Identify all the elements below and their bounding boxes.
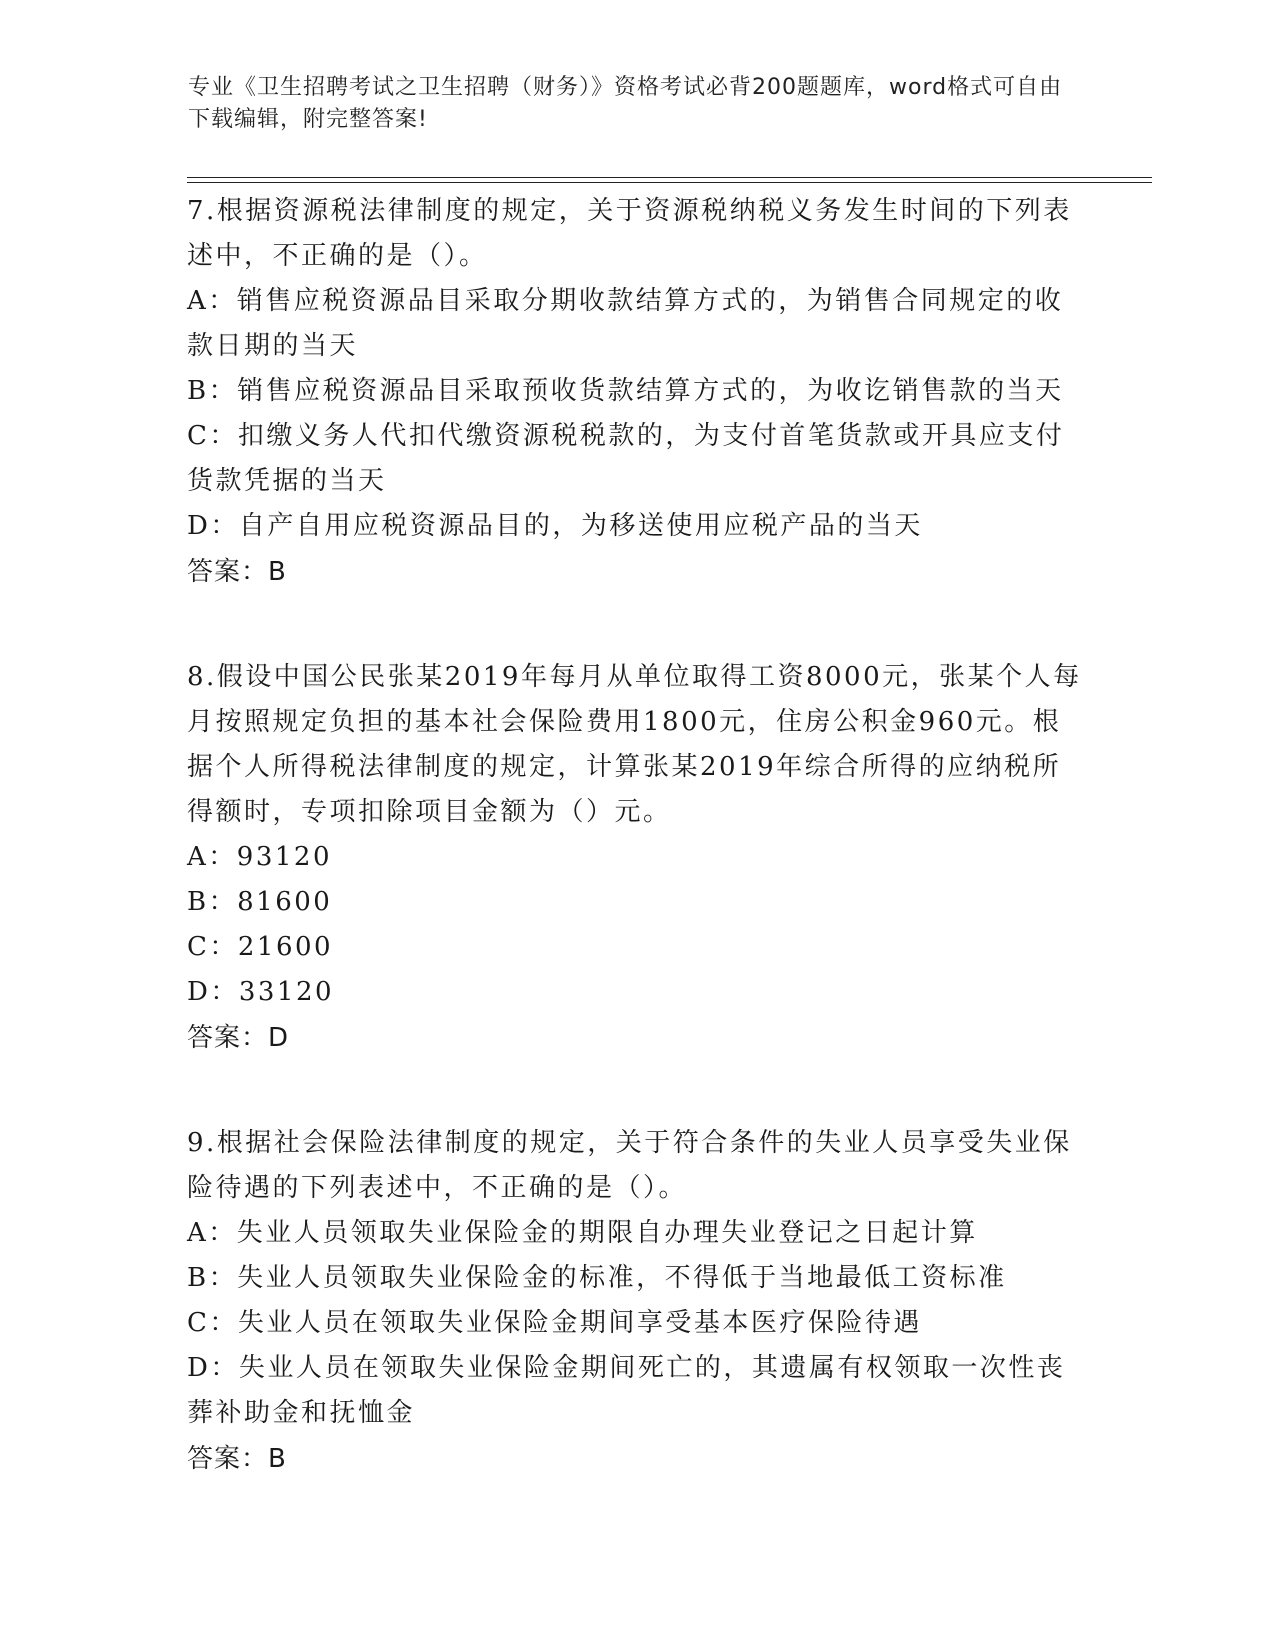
question-stem: 8.假设中国公民张某2019年每月从单位取得工资8000元，张某个人每月按照规定负担的基本社会保险费用1800元，住房公积金960元。根据个人所得税法律制度的规定，计算张某2019年综合所得的应纳税所得额时，专项扣除项目金额为（）元。	[187, 662, 1082, 827]
option-d: D：33120	[187, 977, 335, 1007]
option-c: C：失业人员在领取失业保险金期间享受基本医疗保险待遇	[187, 1308, 922, 1338]
option-a: A：销售应税资源品目采取分期收款结算方式的，为销售合同规定的收款日期的当天	[187, 286, 1064, 361]
option-c: C：扣缴义务人代扣代缴资源税税款的，为支付首笔货款或开具应支付货款凭据的当天	[187, 421, 1065, 496]
option-a: A：失业人员领取失业保险金的期限自办理失业登记之日起计算	[187, 1218, 978, 1248]
question-7	[187, 189, 1087, 595]
option-d: D：自产自用应税资源品目的，为移送使用应税产品的当天	[187, 511, 923, 541]
option-a: A：93120	[187, 842, 332, 872]
answer: 答案：B	[187, 1444, 287, 1474]
question-list	[187, 189, 1087, 1542]
option-b: B：失业人员领取失业保险金的标准，不得低于当地最低工资标准	[187, 1263, 1007, 1293]
header-rule-top	[187, 177, 1152, 178]
option-d: D：失业人员在领取失业保险金期间死亡的，其遗属有权领取一次性丧葬补助金和抚恤金	[187, 1353, 1066, 1428]
question-8	[187, 655, 1087, 1061]
answer: 答案：B	[187, 557, 287, 587]
option-b: B：销售应税资源品目采取预收货款结算方式的，为收讫销售款的当天	[187, 376, 1064, 406]
option-b: B：81600	[187, 887, 333, 917]
question-9	[187, 1121, 1087, 1482]
answer: 答案：D	[187, 1023, 290, 1053]
document-header: 专业《卫生招聘考试之卫生招聘（财务）》资格考试必背200题题库，word格式可自由下载编辑，附完整答案!	[188, 75, 1063, 132]
option-c: C：21600	[187, 932, 334, 962]
question-stem: 7.根据资源税法律制度的规定，关于资源税纳税义务发生时间的下列表述中，不正确的是（）。	[187, 196, 1072, 271]
question-stem: 9.根据社会保险法律制度的规定，关于符合条件的失业人员享受失业保险待遇的下列表述中，不正确的是（）。	[187, 1128, 1072, 1203]
header-rule-bottom	[187, 182, 1152, 183]
